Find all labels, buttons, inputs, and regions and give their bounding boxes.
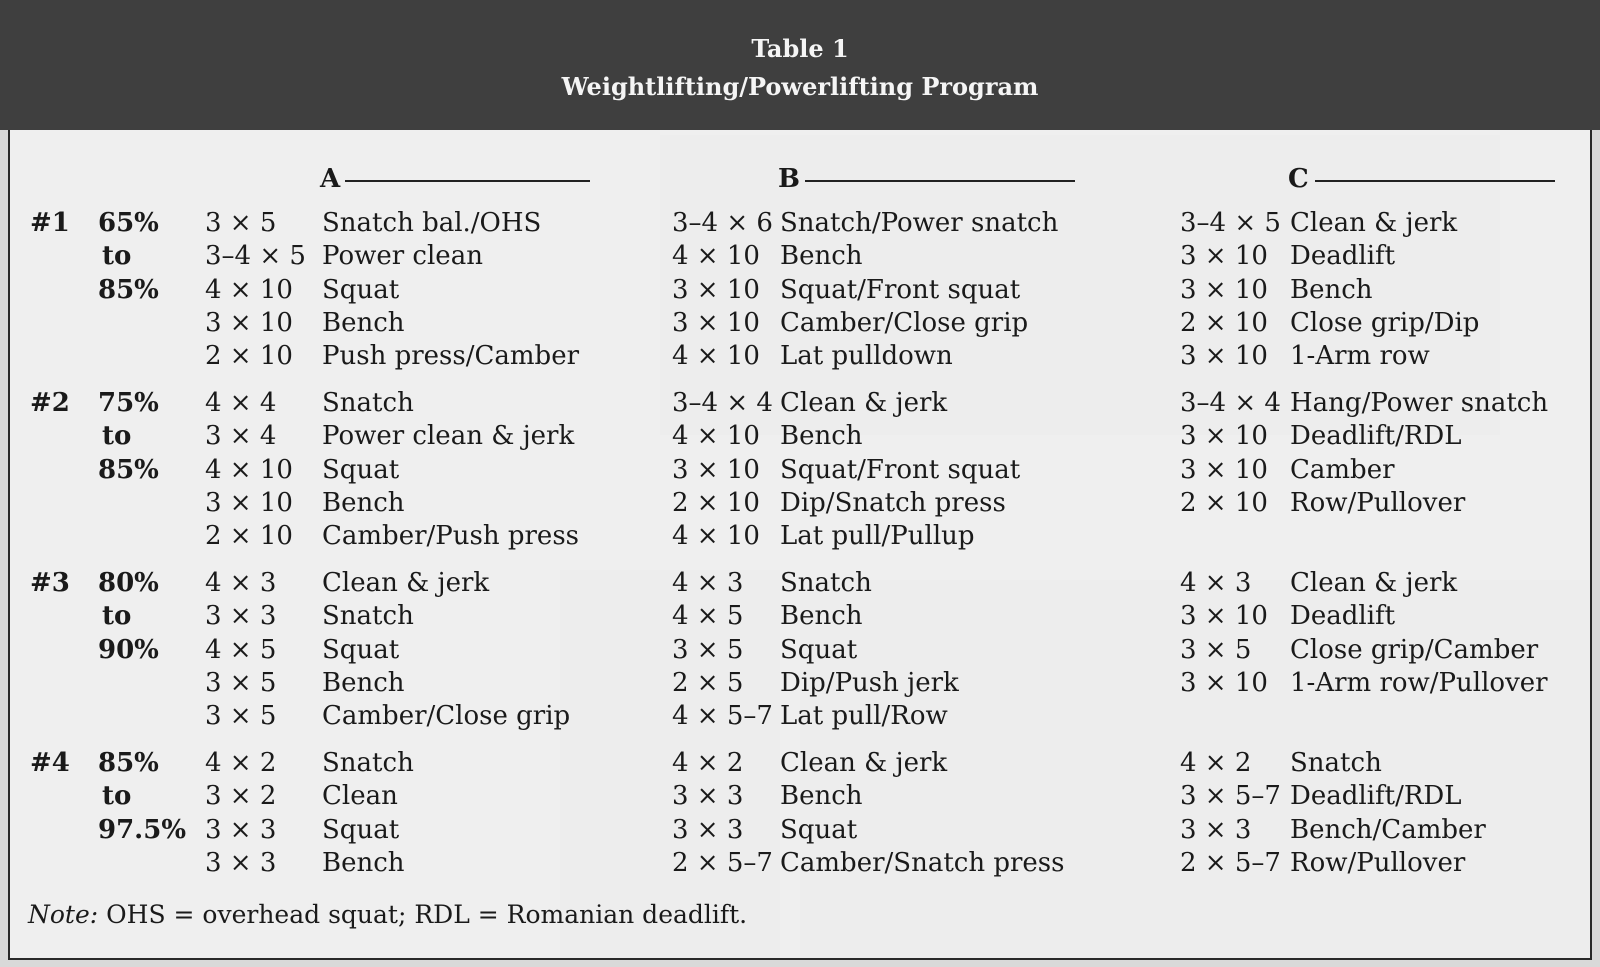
note-text: OHS = overhead squat; RDL = Romanian deadlift. — [98, 900, 748, 929]
sets-reps: 3 × 3 — [672, 814, 744, 845]
sets-reps: 4 × 10 — [205, 274, 293, 305]
exercise-name: Squat/Front squat — [780, 274, 1021, 305]
sets-reps: 3 × 3 — [672, 781, 744, 812]
exercise-name: Deadlift/RDL — [1290, 421, 1462, 452]
phase-intensity: to — [102, 421, 132, 452]
exercise-name: Row/Pullover — [1290, 487, 1466, 518]
sets-reps: 3 × 10 — [1180, 667, 1268, 698]
sets-reps: 2 × 10 — [672, 487, 760, 518]
phase-intensity: 97.5% — [98, 814, 187, 845]
column-rule-a — [345, 180, 590, 182]
exercise-name: Dip/Snatch press — [780, 487, 1006, 518]
sets-reps: 2 × 10 — [205, 521, 293, 552]
exercise-name: Clean & jerk — [322, 568, 490, 598]
column-rule-b — [805, 180, 1075, 182]
exercise-name: Lat pull/Pullup — [780, 521, 975, 552]
exercise-name: Squat — [780, 634, 858, 665]
sets-reps: 4 × 10 — [672, 341, 760, 372]
sets-reps: 4 × 3 — [205, 568, 277, 598]
exercise-name: Push press/Camber — [322, 341, 580, 372]
exercise-name: Lat pull/Row — [780, 701, 948, 732]
exercise-name: Snatch — [322, 388, 414, 418]
phase-intensity: 75% — [98, 388, 159, 418]
exercise-name: Camber/Close grip — [780, 307, 1029, 338]
exercise-name: Squat — [322, 814, 400, 845]
exercise-name: Snatch — [322, 748, 414, 778]
sets-reps: 3 × 10 — [1180, 421, 1268, 452]
sets-reps: 4 × 10 — [672, 241, 760, 272]
exercise-name: Dip/Push jerk — [780, 667, 959, 698]
column-rule-c — [1315, 180, 1555, 182]
sets-reps: 3–4 × 6 — [672, 208, 773, 238]
table-title: Weightlifting/Powerlifting Program — [561, 72, 1039, 101]
phase-number: #1 — [30, 208, 70, 238]
exercise-name: Camber/Snatch press — [780, 847, 1065, 878]
exercise-name: 1-Arm row/Pullover — [1290, 667, 1548, 698]
sets-reps: 2 × 5–7 — [672, 847, 773, 878]
exercise-name: Bench — [322, 307, 405, 338]
exercise-name: Squat — [322, 454, 400, 485]
phase-intensity: 80% — [98, 568, 159, 598]
phase-number: #4 — [30, 748, 70, 778]
exercise-name: Bench — [780, 601, 863, 632]
sets-reps: 2 × 10 — [1180, 307, 1268, 338]
phase-intensity: 85% — [98, 274, 159, 305]
exercise-name: Clean & jerk — [1290, 568, 1458, 598]
sets-reps: 2 × 10 — [1180, 487, 1268, 518]
sets-reps: 4 × 5 — [672, 601, 744, 632]
sets-reps: 3 × 5 — [205, 208, 277, 238]
sets-reps: 3 × 10 — [1180, 274, 1268, 305]
sets-reps: 3 × 5 — [672, 634, 744, 665]
sets-reps: 3 × 10 — [1180, 341, 1268, 372]
sets-reps: 3 × 3 — [205, 847, 277, 878]
exercise-name: Squat — [322, 634, 400, 665]
exercise-name: Snatch bal./OHS — [322, 208, 542, 238]
exercise-name: Row/Pullover — [1290, 847, 1466, 878]
phase-intensity: to — [102, 781, 132, 812]
exercise-name: Clean — [322, 781, 398, 812]
exercise-name: Snatch/Power snatch — [780, 208, 1059, 238]
exercise-name: Camber/Close grip — [322, 701, 571, 732]
sets-reps: 4 × 10 — [672, 421, 760, 452]
exercise-name: Close grip/Camber — [1290, 634, 1539, 665]
sets-reps: 4 × 4 — [205, 388, 277, 418]
column-header-b: B — [778, 164, 800, 194]
sets-reps: 3 × 3 — [1180, 814, 1252, 845]
exercise-name: Deadlift — [1290, 601, 1396, 632]
sets-reps: 4 × 2 — [672, 748, 744, 778]
exercise-name: Clean & jerk — [1290, 208, 1458, 238]
phase-intensity: 85% — [98, 748, 159, 778]
sets-reps: 3 × 10 — [1180, 241, 1268, 272]
sets-reps: 3 × 5 — [1180, 634, 1252, 665]
exercise-name: Deadlift/RDL — [1290, 781, 1462, 812]
sets-reps: 2 × 5–7 — [1180, 847, 1281, 878]
sets-reps: 4 × 2 — [205, 748, 277, 778]
sets-reps: 4 × 3 — [1180, 568, 1252, 598]
sets-reps: 3–4 × 4 — [672, 388, 773, 418]
sets-reps: 3 × 2 — [205, 781, 277, 812]
exercise-name: Bench — [780, 781, 863, 812]
exercise-name: Snatch — [780, 568, 872, 598]
exercise-name: Snatch — [322, 601, 414, 632]
sets-reps: 3 × 10 — [205, 487, 293, 518]
exercise-name: Bench — [322, 667, 405, 698]
sets-reps: 4 × 2 — [1180, 748, 1252, 778]
exercise-name: Power clean — [322, 241, 483, 272]
exercise-name: Clean & jerk — [780, 388, 948, 418]
exercise-name: Squat — [780, 814, 858, 845]
sets-reps: 3–4 × 5 — [1180, 208, 1281, 238]
sets-reps: 3–4 × 5 — [205, 241, 306, 272]
sets-reps: 3–4 × 4 — [1180, 388, 1281, 418]
sets-reps: 4 × 5–7 — [672, 701, 773, 732]
sets-reps: 4 × 5 — [205, 634, 277, 665]
sets-reps: 3 × 5 — [205, 667, 277, 698]
sets-reps: 4 × 3 — [672, 568, 744, 598]
exercise-name: Bench — [322, 847, 405, 878]
column-header-a: A — [320, 164, 341, 194]
exercise-name: Lat pulldown — [780, 341, 953, 372]
sets-reps: 4 × 10 — [205, 454, 293, 485]
sets-reps: 2 × 5 — [672, 667, 744, 698]
sets-reps: 3 × 5–7 — [1180, 781, 1281, 812]
sets-reps: 3 × 3 — [205, 814, 277, 845]
exercise-name: 1-Arm row — [1290, 341, 1430, 372]
sets-reps: 4 × 10 — [672, 521, 760, 552]
sets-reps: 3 × 4 — [205, 421, 277, 452]
phase-number: #2 — [30, 388, 70, 418]
exercise-name: Camber — [1290, 454, 1395, 485]
exercise-name: Close grip/Dip — [1290, 307, 1480, 338]
phase-intensity: 90% — [98, 634, 159, 665]
note-label: Note: — [28, 900, 99, 929]
exercise-name: Camber/Push press — [322, 521, 580, 552]
exercise-name: Hang/Power snatch — [1290, 388, 1549, 418]
sets-reps: 2 × 10 — [205, 341, 293, 372]
sets-reps: 3 × 10 — [205, 307, 293, 338]
exercise-name: Squat/Front squat — [780, 454, 1021, 485]
table-note — [28, 900, 747, 929]
exercise-name: Bench — [322, 487, 405, 518]
phase-number: #3 — [30, 568, 70, 598]
table-header — [0, 0, 1600, 130]
exercise-name: Deadlift — [1290, 241, 1396, 272]
exercise-name: Bench/Camber — [1290, 814, 1486, 845]
exercise-name: Snatch — [1290, 748, 1382, 778]
exercise-name: Bench — [780, 421, 863, 452]
exercise-name: Bench — [1290, 274, 1373, 305]
phase-intensity: 85% — [98, 454, 159, 485]
sets-reps: 3 × 10 — [672, 274, 760, 305]
table-number: Table 1 — [751, 34, 849, 63]
exercise-name: Bench — [780, 241, 863, 272]
column-header-c: C — [1288, 164, 1309, 194]
exercise-name: Clean & jerk — [780, 748, 948, 778]
exercise-name: Power clean & jerk — [322, 421, 575, 452]
sets-reps: 3 × 3 — [205, 601, 277, 632]
phase-intensity: to — [102, 241, 132, 272]
exercise-name: Squat — [322, 274, 400, 305]
sets-reps: 3 × 10 — [672, 454, 760, 485]
phase-intensity: to — [102, 601, 132, 632]
sets-reps: 3 × 10 — [672, 307, 760, 338]
phase-intensity: 65% — [98, 208, 159, 238]
sets-reps: 3 × 5 — [205, 701, 277, 732]
sets-reps: 3 × 10 — [1180, 454, 1268, 485]
sets-reps: 3 × 10 — [1180, 601, 1268, 632]
